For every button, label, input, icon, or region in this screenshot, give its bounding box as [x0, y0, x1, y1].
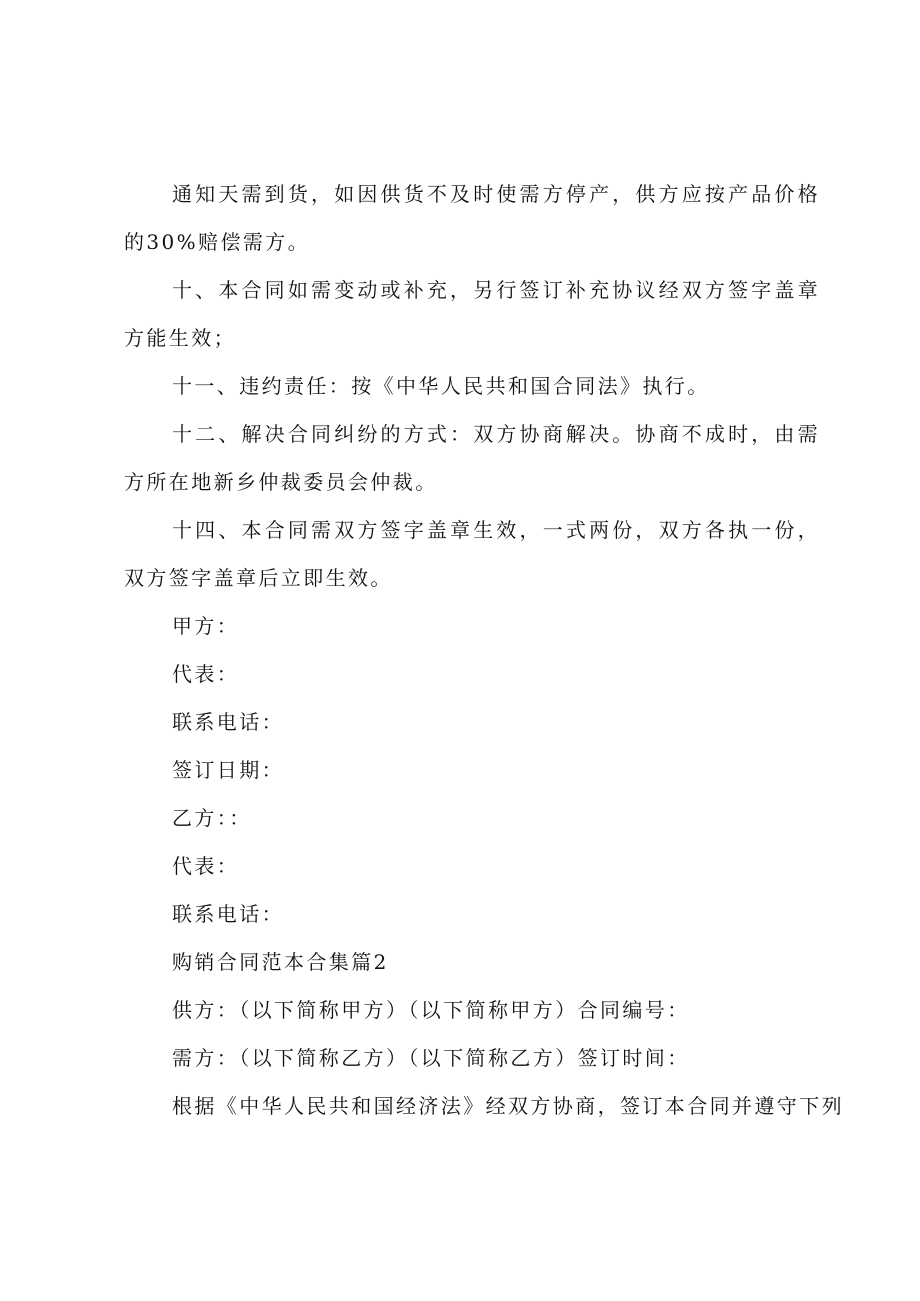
paragraph-clause-12: 十二、解决合同纠纷的方式：双方协商解决。协商不成时，由需方所在地新乡仲裁委员会仲裁。 — [124, 422, 820, 494]
party-a-phone: 联系电话： — [172, 710, 284, 734]
paragraph-clause-10: 十、本合同如需变动或补充，另行签订补充协议经双方签字盖章方能生效； — [124, 278, 820, 350]
document-body — [124, 170, 844, 1130]
party-b-phone: 联系电话： — [172, 902, 284, 926]
closing-paragraph: 根据《中华人民共和国经济法》经双方协商，签订本合同并遵守下列 — [172, 1094, 844, 1118]
section-title: 购销合同范本合集篇2 — [172, 950, 389, 974]
party-b-label: 乙方：： — [172, 806, 252, 830]
party-a-label: 甲方： — [172, 614, 240, 638]
paragraph-clause-11: 十一、违约责任：按《中华人民共和国合同法》执行。 — [172, 374, 710, 398]
supplier-line: 供方：（以下简称甲方）（以下简称甲方）合同编号： — [172, 998, 690, 1022]
party-b-representative: 代表： — [172, 854, 240, 878]
paragraph-clause-14: 十四、本合同需双方签字盖章生效，一式两份，双方各执一份，双方签字盖章后立即生效。 — [124, 518, 820, 590]
paragraph-delivery-compensation: 通知天需到货，如因供货不及时使需方停产，供方应按产品价格的30%赔偿需方。 — [124, 182, 820, 254]
party-a-sign-date: 签订日期： — [172, 758, 284, 782]
buyer-line: 需方：（以下简称乙方）（以下简称乙方）签订时间： — [172, 1046, 690, 1070]
party-a-representative: 代表： — [172, 662, 240, 686]
